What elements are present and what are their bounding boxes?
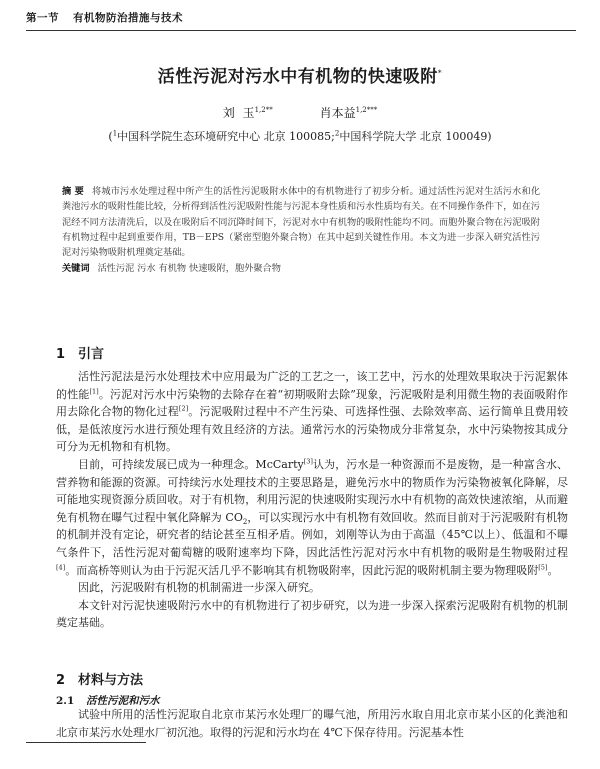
- section-number: 1: [56, 347, 66, 362]
- affil-sup: 1: [112, 129, 118, 138]
- subscript: 2: [242, 517, 248, 526]
- text-run: 认为，污水是一种资源而不是废物，是一种富含水、营养物和能源的资源。可持续污水处理技术的主要思路是，避免污水中的物质作为污染物被氧化降解，尽可能地实现资源分质回收。对于有机物，利用污泥的快速吸附实现污水中有机物的高效快速浓缩，从而避免有机物在曝气过程中氧化降解为 CO: [56, 457, 569, 524]
- citation: [2]: [178, 404, 189, 413]
- section-title: 材料与方法: [78, 673, 144, 688]
- citation: [5]: [538, 562, 548, 571]
- paragraph: 试验中所用的活性污泥取自北京市某污水处理厂的曝气池，所用污水取自用北京市某小区的化粪池和北京市某污水处理水厂初沉池。取得的污泥和污水均在 4℃下保存待用。污泥基本性: [56, 708, 568, 739]
- affil-paren: (: [108, 130, 113, 143]
- subsection-number: 2.1: [56, 695, 75, 707]
- paper-title-text: 活性污泥对污水中有机物的快速吸附: [157, 67, 438, 87]
- section-number: 2: [56, 673, 66, 688]
- text-run: 。污泥吸附过程中不产生污染、可选择性强、去除效率高、运行简单且费用较低，是低浓度污水进行预处理有效且经济的方法。通常污水的污染物成分非常复杂，水中污染物按其成分可分为无机物和有机物。: [56, 405, 569, 454]
- header-rule: [26, 30, 576, 31]
- section1-body: [56, 368, 568, 632]
- paragraph: [56, 456, 568, 579]
- paper-title: [0, 62, 600, 87]
- text-run: 。污泥对污水中污染物的去除存在着“初期吸附去除”现象，污泥吸附是利用微生物的表面吸附作用去除化合物的物化过程: [56, 387, 569, 419]
- abstract-label: 摘 要: [62, 186, 85, 197]
- keywords-label: 关键词: [62, 263, 90, 275]
- abstract: [62, 184, 540, 277]
- affil-inst: 中国科学院大学 北京 100049): [339, 130, 492, 143]
- author-sup: 1,2***: [355, 106, 378, 114]
- citation: [3]: [303, 457, 313, 466]
- abstract-text: 将城市污水处理过程中所产生的活性污泥吸附水体中的有机物进行了初步分析。通过活性污泥对生活污水和化粪池污水的吸附性能比较，分析得到活性污泥吸附性能与污泥本身性质和污水性质均有关。在不同操作条件下，如在污泥经不同方法清洗后，以及在吸附后不同沉降时间下，污泥对水中有机物的吸附性能均不同。而胞外聚合物在污泥吸附有机物过程中起到重要作用，TB－EPS（紧密型胞外聚合物）在其中起到关键性作用。本文为进一步深入研究活性污泥对污染物吸附机理奠定基础。: [62, 186, 541, 259]
- author-name: 肖本益: [319, 106, 356, 120]
- subsection-title: 活性污泥和污水: [86, 695, 160, 707]
- paragraph: 本文针对污泥快速吸附污水中的有机物进行了初步研究，以为进一步深入探索污泥吸附有机物的机制奠定基础。: [56, 598, 568, 630]
- section-heading: [56, 669, 143, 688]
- footnote-rule: [26, 742, 146, 743]
- running-head-topic: 有机物防治措施与技术: [73, 12, 183, 24]
- text-run: 。而高桥等则认为由于污泥灭活几乎不影响其有机物吸附率，因此污泥的吸附机制主要为物理吸附: [65, 563, 539, 577]
- title-footnote-mark: *: [437, 68, 443, 78]
- text-run: 。: [547, 563, 559, 577]
- author-line: [0, 104, 600, 121]
- keywords: [62, 261, 540, 276]
- text-run: 活性污泥法是污水处理技术中应用最为广泛的工艺之一，该工艺中，污水的处理效果取决于污泥絮体的性能: [56, 370, 568, 401]
- paragraph: [56, 368, 568, 456]
- section2-body: [56, 706, 568, 741]
- paragraph: 因此，污泥吸附有机物的机制需进一步深入研究。: [78, 581, 320, 595]
- citation: [4]: [56, 562, 66, 571]
- text-run: ，可以实现污水中有机物有效回收。然而目前对于污泥吸附有机物的机制并没有定论，研究者的结论甚至互相矛盾。例如，刘刚等认为由于高温（45℃以上）、低温和不曝气条件下，活性污泥对葡萄糖的吸附速率均下降，因此活性污泥对污水中有机物的吸附是生物吸附过程: [56, 510, 568, 559]
- citation: [1]: [89, 386, 99, 395]
- affil-sup: 2: [334, 129, 340, 138]
- running-head-section: 第一节: [26, 12, 59, 24]
- author-name: 刘 玉: [222, 106, 255, 120]
- running-head: [26, 10, 576, 25]
- keywords-text: 活性污泥 污水 有机物 快速吸附，胞外聚合物: [97, 263, 281, 275]
- text-run: 目前，可持续发展已成为一种理念。McCarty: [78, 457, 304, 471]
- affil-inst: 中国科学院生态环境研究中心 北京 100085;: [117, 130, 335, 143]
- section-title: 引言: [78, 347, 105, 362]
- affiliation: [0, 128, 600, 144]
- section-heading: [56, 343, 104, 362]
- author-sup: 1,2**: [254, 106, 273, 114]
